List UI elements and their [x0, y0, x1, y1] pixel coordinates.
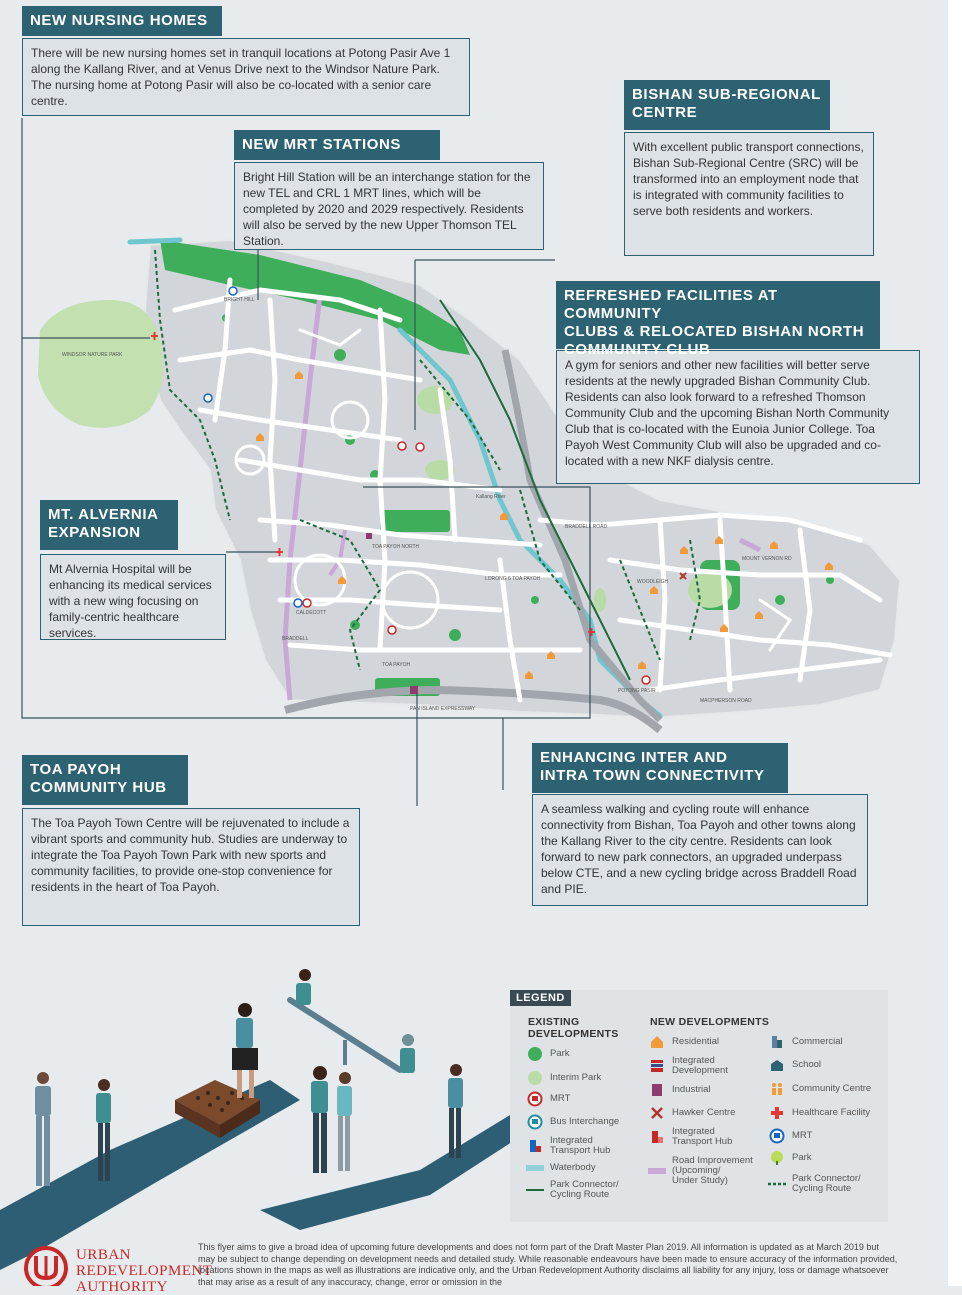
illustration — [0, 969, 515, 1270]
school-icon — [768, 1057, 786, 1073]
legend-item-integrated-development: Integrated Development — [648, 1056, 728, 1076]
legend-new-title: NEW DEVELOPMENTS — [650, 1016, 770, 1028]
legend-item-interim-park: Interim Park — [526, 1070, 601, 1086]
legend-item-waterbody: Waterbody — [526, 1160, 596, 1176]
legend-item-commercial: Commercial — [768, 1034, 843, 1050]
interim-park-dot-icon — [526, 1070, 544, 1086]
legend — [510, 990, 888, 1222]
connectivity-body: A seamless walking and cycling route will enhance connectivity from Bishan, Toa Payoh and other towns along the Kallang River to the city centre. Residents can look forward to new park connectors, an upgraded underpass below CTE, and a new cycling bridge across Braddell Road and PIE. — [532, 794, 868, 906]
disclaimer: This flyer aims to give a broad idea of upcoming future developments and does not form part of the Draft Master Plan 2019. All information is updated as at March 2019 but may be subject to change depending on development needs and detailed study. While reasonable endeavours have been made to ensure accuracy of the information provided, locations shown in the maps as well as illustrations are indicative only, and the Urban Redevelopment Authority disclaims all liability for any injury, loss or damage whatsoever that may arise as a result of any inaccuracy, change, error or omission in the — [198, 1242, 898, 1287]
mrt-icon — [768, 1128, 786, 1144]
legend-item-park-connector: Park Connector/ Cycling Route — [526, 1180, 619, 1200]
waterbody-swatch-icon — [526, 1160, 544, 1176]
industrial-icon — [648, 1082, 666, 1098]
toa-payoh-north-label: TOA PAYOH NORTH — [372, 544, 420, 550]
bright-hill-label: BRIGHT HILL — [224, 297, 255, 303]
legend-item-community-centre: Community Centre — [768, 1081, 871, 1097]
ura-logo-text: URBAN REDEVELOPMENT AUTHORITY — [76, 1247, 213, 1295]
toa-payoh-station-label: TOA PAYOH — [382, 662, 411, 668]
road-improvement-swatch-icon — [648, 1163, 666, 1179]
legend-item-industrial: Industrial — [648, 1082, 711, 1098]
legend-item-new-mrt: MRT — [768, 1128, 812, 1144]
bus-interchange-icon — [526, 1114, 544, 1130]
woodleigh-label: WOODLEIGH — [637, 579, 669, 585]
lorong-label: LORONG 6 TOA PAYOH — [485, 576, 541, 582]
legend-item-school: School — [768, 1057, 821, 1073]
legend-item-new-park: Park — [768, 1150, 812, 1166]
hawker-centre-icon — [648, 1105, 666, 1121]
bishan-src-title: BISHAN SUB-REGIONAL CENTRE — [624, 80, 830, 130]
nursing-homes-title: NEW NURSING HOMES — [22, 6, 222, 36]
park-connector-line-icon — [526, 1182, 544, 1198]
toa-payoh-body: The Toa Payoh Town Centre will be rejuvenated to include a vibrant sports and community hub. Studies are underway to integrate the Toa Payoh Town Park with new sports and community facilities, to provide one-stop convenience for residents in the heart of Toa Payoh. — [22, 808, 360, 926]
park-connector-dashed-icon — [768, 1176, 786, 1192]
braddell-road-label: BRADDELL ROAD — [565, 524, 608, 530]
legend-item-park: Park — [526, 1046, 570, 1062]
transport-hub-icon — [648, 1129, 666, 1145]
toa-payoh-title: TOA PAYOH COMMUNITY HUB — [22, 755, 188, 805]
bishan-src-body: With excellent public transport connections, Bishan Sub-Regional Centre (SRC) will be transformed into an employment node that is integrated with community facilities to serve both residents and workers. — [624, 132, 874, 256]
legend-item-mrt: MRT — [526, 1091, 570, 1107]
integrated-development-icon — [648, 1058, 666, 1074]
legend-existing-title: EXISTING DEVELOPMENTS — [528, 1016, 619, 1040]
community-clubs-body: A gym for seniors and other new facilities will better serve residents at the newly upgraded Bishan Community Club. Residents can also look forward to a refreshed Thomson Community Club and the upcoming Bishan North Community Club that is co-located with the Eunoia Junior College. Toa Payoh West Community Club will also be upgraded and co-located with a new NKF dialysis centre. — [556, 350, 920, 484]
alvernia-title: MT. ALVERNIA EXPANSION — [40, 500, 178, 550]
potong-pasir-label: POTONG PASIR — [618, 688, 656, 694]
transport-hub-icon — [526, 1138, 544, 1154]
mount-vernon-label: MOUNT VERNON RD — [742, 556, 792, 562]
caldecott-label: CALDECOTT — [296, 610, 327, 616]
legend-item-new-transport-hub: Integrated Transport Hub — [648, 1127, 732, 1147]
legend-item-hawker-centre: Hawker Centre — [648, 1105, 735, 1121]
braddell-label: BRADDELL — [282, 636, 309, 642]
park-icon — [768, 1150, 786, 1166]
nursing-homes-body: There will be new nursing homes set in tranquil locations at Potong Pasir Ave 1 along the Kallang River, and at Venus Drive next to the Windsor Nature Park. The nursing home at Potong Pasir will also be co-located with a senior care centre. — [22, 38, 470, 116]
community-centre-icon — [768, 1081, 786, 1097]
mrt-icon — [526, 1091, 544, 1107]
alvernia-body: Mt Alvernia Hospital will be enhancing its medical services with a new wing focusing on family-centric healthcare services. — [40, 554, 226, 640]
residential-icon — [648, 1034, 666, 1050]
park-dot-icon — [526, 1046, 544, 1062]
legend-item-road-improvement: Road Improvement (Upcoming/ Under Study) — [648, 1156, 753, 1186]
legend-item-new-park-connector: Park Connector/ Cycling Route — [768, 1174, 861, 1194]
legend-item-residential: Residential — [648, 1034, 719, 1050]
kallang-river-label: Kallang River — [476, 494, 506, 500]
community-clubs-title: REFRESHED FACILITIES AT COMMUNITY CLUBS & RELOCATED BISHAN NORTH COMMUNITY CLUB — [556, 281, 880, 349]
commercial-icon — [768, 1034, 786, 1050]
ura-logo-icon — [22, 1244, 70, 1291]
legend-item-bus-interchange: Bus Interchange — [526, 1114, 619, 1130]
mrt-title: NEW MRT STATIONS — [234, 130, 440, 160]
pie-label: PAN ISLAND EXPRESSWAY — [410, 706, 476, 712]
healthcare-icon — [768, 1105, 786, 1121]
macpherson-label: MACPHERSON ROAD — [700, 698, 752, 704]
windsor-nature-park — [38, 300, 163, 428]
legend-tag: LEGEND — [510, 990, 571, 1006]
legend-item-healthcare: Healthcare Facility — [768, 1105, 870, 1121]
windsor-label: WINDSOR NATURE PARK — [62, 352, 123, 358]
mrt-body: Bright Hill Station will be an interchange station for the new TEL and CRL 1 MRT lines, which will be completed by 2020 and 2029 respectively. Residents will also be served by the new Upper Thomson TEL Station. — [234, 162, 544, 250]
connectivity-title: ENHANCING INTER AND INTRA TOWN CONNECTIVITY — [532, 743, 788, 793]
legend-item-transport-hub: Integrated Transport Hub — [526, 1136, 610, 1156]
